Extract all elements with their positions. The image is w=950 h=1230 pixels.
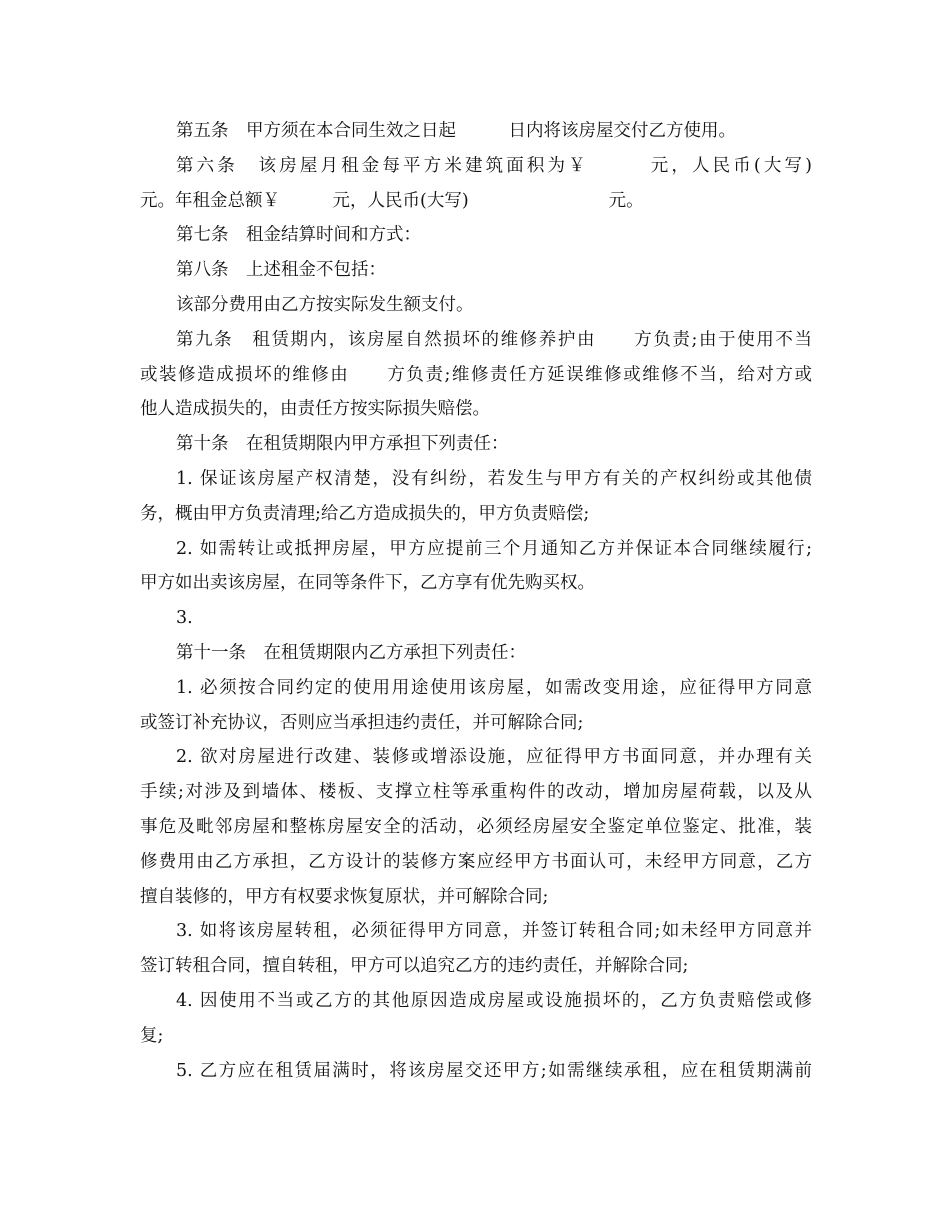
text-line: 第八条 上述租金不包括： (176, 260, 386, 281)
text-line: 5. 乙方应在租赁届满时，将该房屋交还甲方;如需继续承租，应在租赁期满前 (176, 1060, 812, 1081)
text-line: 第七条 租金结算时间和方式： (176, 225, 421, 246)
text-line: 1. 必须按合同约定的使用用途使用该房屋，如需改变用途，应征得甲方同意 (176, 677, 812, 698)
text-line: 他人造成损失的，由责任方按实际损失赔偿。 (140, 399, 490, 420)
text-line: 甲方如出卖该房屋，在同等条件下，乙方享有优先购买权。 (140, 573, 595, 594)
text-line: 3. 如将该房屋转租，必须征得甲方同意，并签订转租合同;如未经甲方同意并 (176, 921, 812, 942)
text-line: 4. 因使用不当或乙方的其他原因造成房屋或设施损坏的，乙方负责赔偿或修 (176, 990, 812, 1011)
text-line: 签订转租合同，擅自转租，甲方可以追究乙方的违约责任，并解除合同; (140, 956, 689, 977)
text-line: 或签订补充协议，否则应当承担违约责任，并可解除合同; (140, 712, 584, 733)
text-line: 第九条 租赁期内，该房屋自然损坏的维修养护由 方负责;由于使用不当 (176, 329, 812, 350)
text-line: 务，概由甲方负责清理;给乙方造成损失的，甲方负责赔偿; (140, 503, 590, 524)
text-line: 元。年租金总额￥ 元，人民币(大写) 元。 (140, 190, 644, 211)
text-line: 事危及毗邻房屋和整栋房屋安全的活动，必须经房屋安全鉴定单位鉴定、批准，装 (140, 816, 812, 837)
text-line: 3. (176, 608, 193, 629)
text-line: 手续;对涉及到墙体、楼板、支撑立柱等承重构件的改动，增加房屋荷载，以及从 (140, 782, 812, 803)
text-line: 第十条 在租赁期限内甲方承担下列责任： (176, 434, 509, 455)
text-line: 第五条 甲方须在本合同生效之日起 日内将该房屋交付乙方使用。 (176, 121, 736, 141)
text-line: 该部分费用由乙方按实际发生额支付。 (176, 294, 474, 315)
text-line: 或装修造成损坏的维修由 方负责;维修责任方延误维修或维修不当，给对方或 (140, 364, 812, 385)
text-line: 第六条 该房屋月租金每平方米建筑面积为￥ 元，人民币(大写) (176, 155, 812, 176)
text-line: 复; (140, 1025, 164, 1046)
text-line: 擅自装修的，甲方有权要求恢复原状，并可解除合同; (140, 886, 549, 907)
text-line: 第十一条 在租赁期限内乙方承担下列责任： (176, 642, 526, 663)
text-line: 修费用由乙方承担，乙方设计的装修方案应经甲方书面认可，未经甲方同意，乙方 (140, 851, 812, 872)
text-line: 2. 如需转让或抵押房屋，甲方应提前三个月通知乙方并保证本合同继续履行; (176, 538, 812, 559)
text-line: 2. 欲对房屋进行改建、装修或增添设施，应征得甲方书面同意，并办理有关 (176, 747, 812, 768)
text-line: 1. 保证该房屋产权清楚，没有纠纷，若发生与甲方有关的产权纠纷或其他债 (176, 468, 812, 489)
document-body (140, 114, 812, 1088)
